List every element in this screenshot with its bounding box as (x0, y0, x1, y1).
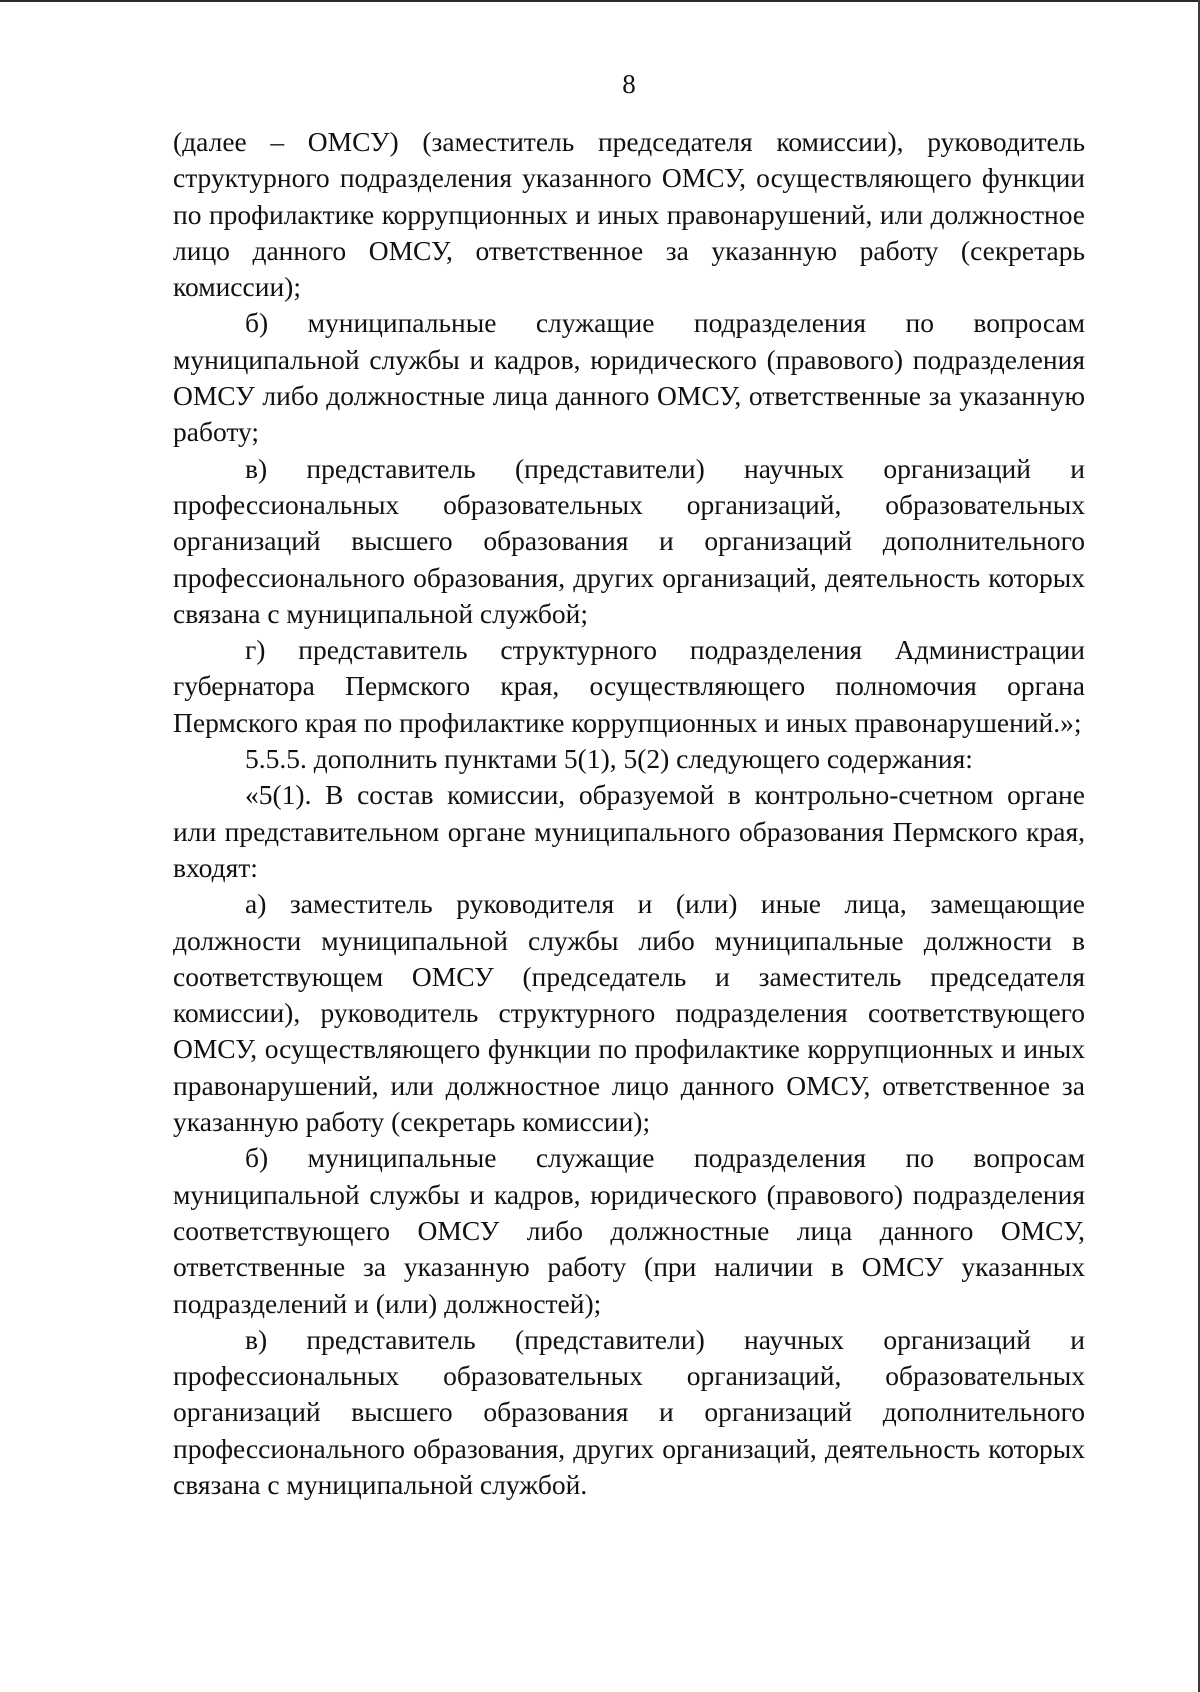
paragraph-clause-5-1: «5(1). В состав комиссии, образуемой в контрольно-счетном органе или представительном органе муниципального образования Пермского края, входят: (173, 779, 1085, 883)
scan-border-top (0, 0, 1200, 2)
paragraph-clause-5-5-5: 5.5.5. дополнить пунктами 5(1), 5(2) следующего содержания: (245, 743, 973, 775)
paragraph-item-v: в) представитель (представители) научных организаций и профессиональных образовательных организаций, образовательных организаций высшего образования и организаций дополнительного профессионального образования, других организаций, деятельность которых связана с муниципальной службой; (173, 452, 1085, 629)
paragraph-item-g: г) представитель структурного подразделения Администрации губернатора Пермского края, осуществляющего полномочия органа Пермского края по профилактике коррупционных и иных правонарушений.»; (173, 634, 1085, 738)
body-text (173, 124, 1085, 1503)
page-number: 8 (622, 69, 636, 99)
paragraph-item-v-2: в) представитель (представители) научных организаций и профессиональных образовательных организаций, образовательных организаций высшего образования и организаций дополнительного профессионального образования, других организаций, деятельность которых связана с муниципальной службой. (173, 1323, 1085, 1500)
paragraph-item-b: б) муниципальные служащие подразделения по вопросам муниципальной службы и кадров, юридического (правового) подразделения ОМСУ либо должностные лица данного ОМСУ, ответственные за указанную работу; (173, 307, 1085, 448)
paragraph-item-a: а) заместитель руководителя и (или) иные лица, замещающие должности муниципальной службы либо муниципальные должности в соответствующем ОМСУ (председатель и заместитель председателя комиссии), руководитель структурного подразделения соответствующего ОМСУ, осуществляющего функции по профилактике коррупционных и иных правонарушений, или должностное лицо данного ОМСУ, ответственное за указанную работу (секретарь комиссии); (173, 888, 1085, 1138)
paragraph-item-b-2: б) муниципальные служащие подразделения по вопросам муниципальной службы и кадров, юридического (правового) подразделения соответствующего ОМСУ либо должностные лица данного ОМСУ, ответственные за указанную работу (при наличии в ОМСУ указанных подразделений и (или) должностей); (173, 1142, 1085, 1319)
paragraph-continuation: (далее – ОМСУ) (заместитель председателя комиссии), руководитель структурного подразделения указанного ОМСУ, осуществляющего функции по профилактике коррупционных и иных правонарушений, или должностное лицо данного ОМСУ, ответственное за указанную работу (секретарь комиссии); (173, 126, 1085, 303)
